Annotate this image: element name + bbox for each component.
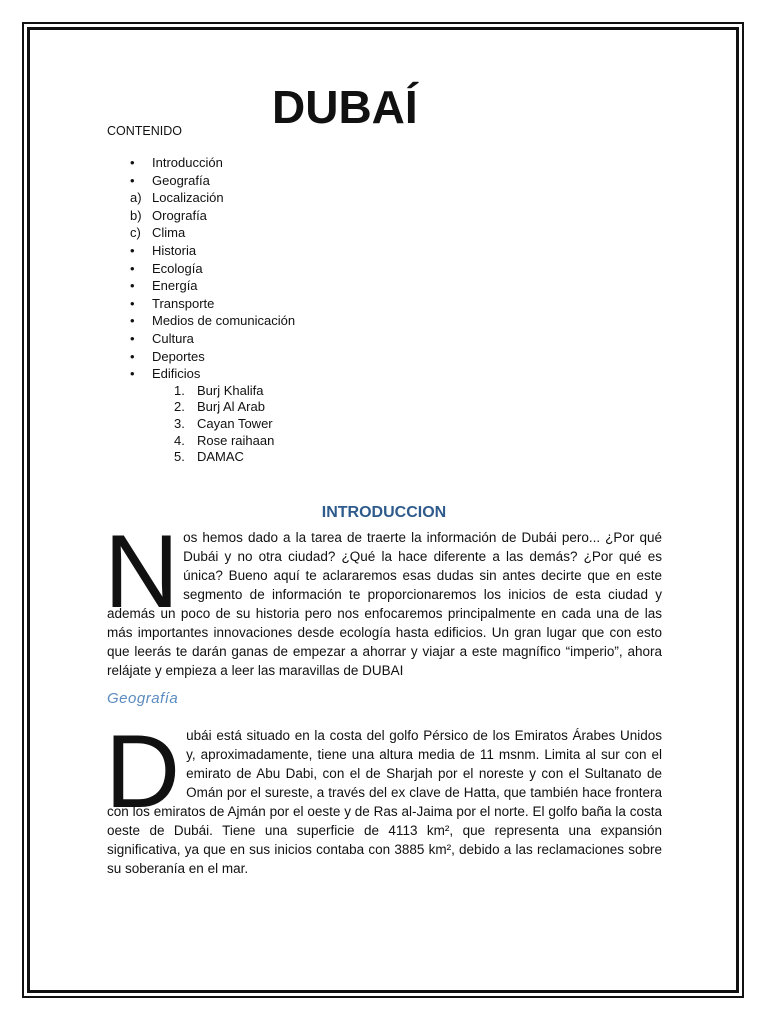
- toc-item: [130, 172, 295, 190]
- toc-subitem: [174, 449, 295, 466]
- toc-subitem: [174, 433, 295, 450]
- toc-item-label: Historia: [152, 242, 197, 258]
- toc-marker: •: [130, 278, 135, 294]
- drop-cap-n: N: [104, 514, 180, 630]
- toc-marker: a): [130, 190, 142, 206]
- toc-marker: c): [130, 225, 141, 241]
- table-of-contents: [130, 154, 295, 466]
- toc-subitem-label: DAMAC: [197, 449, 244, 465]
- toc-subitem-number: 5.: [174, 449, 185, 465]
- toc-subitem: [174, 399, 295, 416]
- toc-item-label: Energía: [152, 278, 198, 294]
- toc-item-label: Orografía: [152, 207, 207, 223]
- toc-marker: b): [130, 207, 142, 223]
- toc-item: [130, 348, 295, 366]
- toc-item: [130, 224, 295, 242]
- introduccion-paragraph: [104, 514, 662, 680]
- toc-marker: •: [130, 260, 135, 276]
- toc-marker: •: [130, 313, 135, 329]
- toc-subitem-label: Rose raihaan: [197, 432, 275, 448]
- page-title: DUBAÍ: [272, 81, 418, 133]
- drop-cap-d: D: [105, 714, 181, 830]
- toc-heading: CONTENIDO: [107, 124, 182, 138]
- geografia-paragraph: [105, 714, 662, 878]
- toc-marker: •: [130, 348, 135, 364]
- toc-item: [130, 277, 295, 295]
- toc-item: [130, 312, 295, 330]
- toc-item-label: Clima: [152, 225, 186, 241]
- toc-item-label: Medios de comunicación: [152, 313, 296, 329]
- toc-marker: •: [130, 295, 135, 311]
- toc-item: [130, 189, 295, 207]
- toc-subitem: [174, 383, 295, 400]
- toc-item: [130, 260, 295, 278]
- toc-item-label: Transporte: [152, 295, 215, 311]
- toc-subitem-label: Burj Khalifa: [197, 382, 264, 398]
- toc-subitem-label: Burj Al Arab: [197, 399, 265, 415]
- toc-item-label: Introducción: [152, 155, 223, 170]
- toc-marker: •: [130, 172, 135, 188]
- introduccion-text: os hemos dado a la tarea de traerte la información de Dubái pero... ¿Por qué Dubái y no otra ciudad? ¿Qué la hace diferente a las demás? ¿Por qué es única? Bueno aquí te aclararemos esas dudas sin antes decirte que en este segmento de información te proporcionaremos los inicios de esta ciudad y además un poco de su historia pero nos enfocaremos principalmente en cada una de las más importantes innovaciones desde ecología hasta edificios. Un gran lugar que con esto que leerás te darán ganas de empezar a ahorrar y viajar a este magnífico “imperio”, ahora relájate y empieza a leer las maravillas de DUBAI: [107, 530, 662, 678]
- toc-item-label: Deportes: [152, 348, 205, 364]
- toc-marker: •: [130, 330, 135, 346]
- geografia-text: ubái está situado en la costa del golfo Pérsico de los Emiratos Árabes Unidos y, aproximadamente, tiene una altura media de 11 msnm. Limita al sur con el emirato de Abu Dabi, con el de Sharjah por el noreste y con el Sultanato de Omán por el sureste, a través del ex clave de Hatta, que también hace frontera con los emiratos de Ajmán por el oeste y de Ras al-Jaima por el norte. El golfo baña la costa oeste de Dubái. Tiene una superficie de 4113 km², que representa una expansión significativa, ya que en sus inicios contaba con 3885 km², debido a las reclamaciones sobre su soberanía en el mar.: [107, 728, 662, 876]
- toc-item-label: Cultura: [152, 330, 194, 346]
- introduccion-heading: INTRODUCCION: [321, 504, 447, 521]
- toc-subitem-number: 4.: [174, 432, 185, 448]
- toc-item: [130, 295, 295, 313]
- toc-item: [130, 330, 295, 348]
- buildings-sublist: [152, 383, 295, 466]
- toc-marker: •: [130, 242, 135, 258]
- toc-item: [130, 207, 295, 225]
- toc-item-label: Ecología: [152, 260, 203, 276]
- toc-subitem-number: 3.: [174, 415, 185, 431]
- toc-item-label: Edificios: [152, 366, 201, 382]
- toc-item: [130, 154, 295, 172]
- toc-item-label: Geografía: [152, 172, 210, 188]
- toc-subitem-number: 2.: [174, 399, 185, 415]
- toc-item-label: Localización: [152, 190, 224, 206]
- toc-subitem-label: Cayan Tower: [197, 415, 273, 431]
- toc-item: [130, 242, 295, 260]
- toc-subitem-number: 1.: [174, 382, 185, 398]
- toc-item: [130, 365, 295, 466]
- geografia-heading: Geografía: [107, 690, 179, 707]
- toc-subitem: [174, 416, 295, 433]
- toc-marker: •: [130, 366, 135, 382]
- toc-marker: •: [130, 155, 135, 170]
